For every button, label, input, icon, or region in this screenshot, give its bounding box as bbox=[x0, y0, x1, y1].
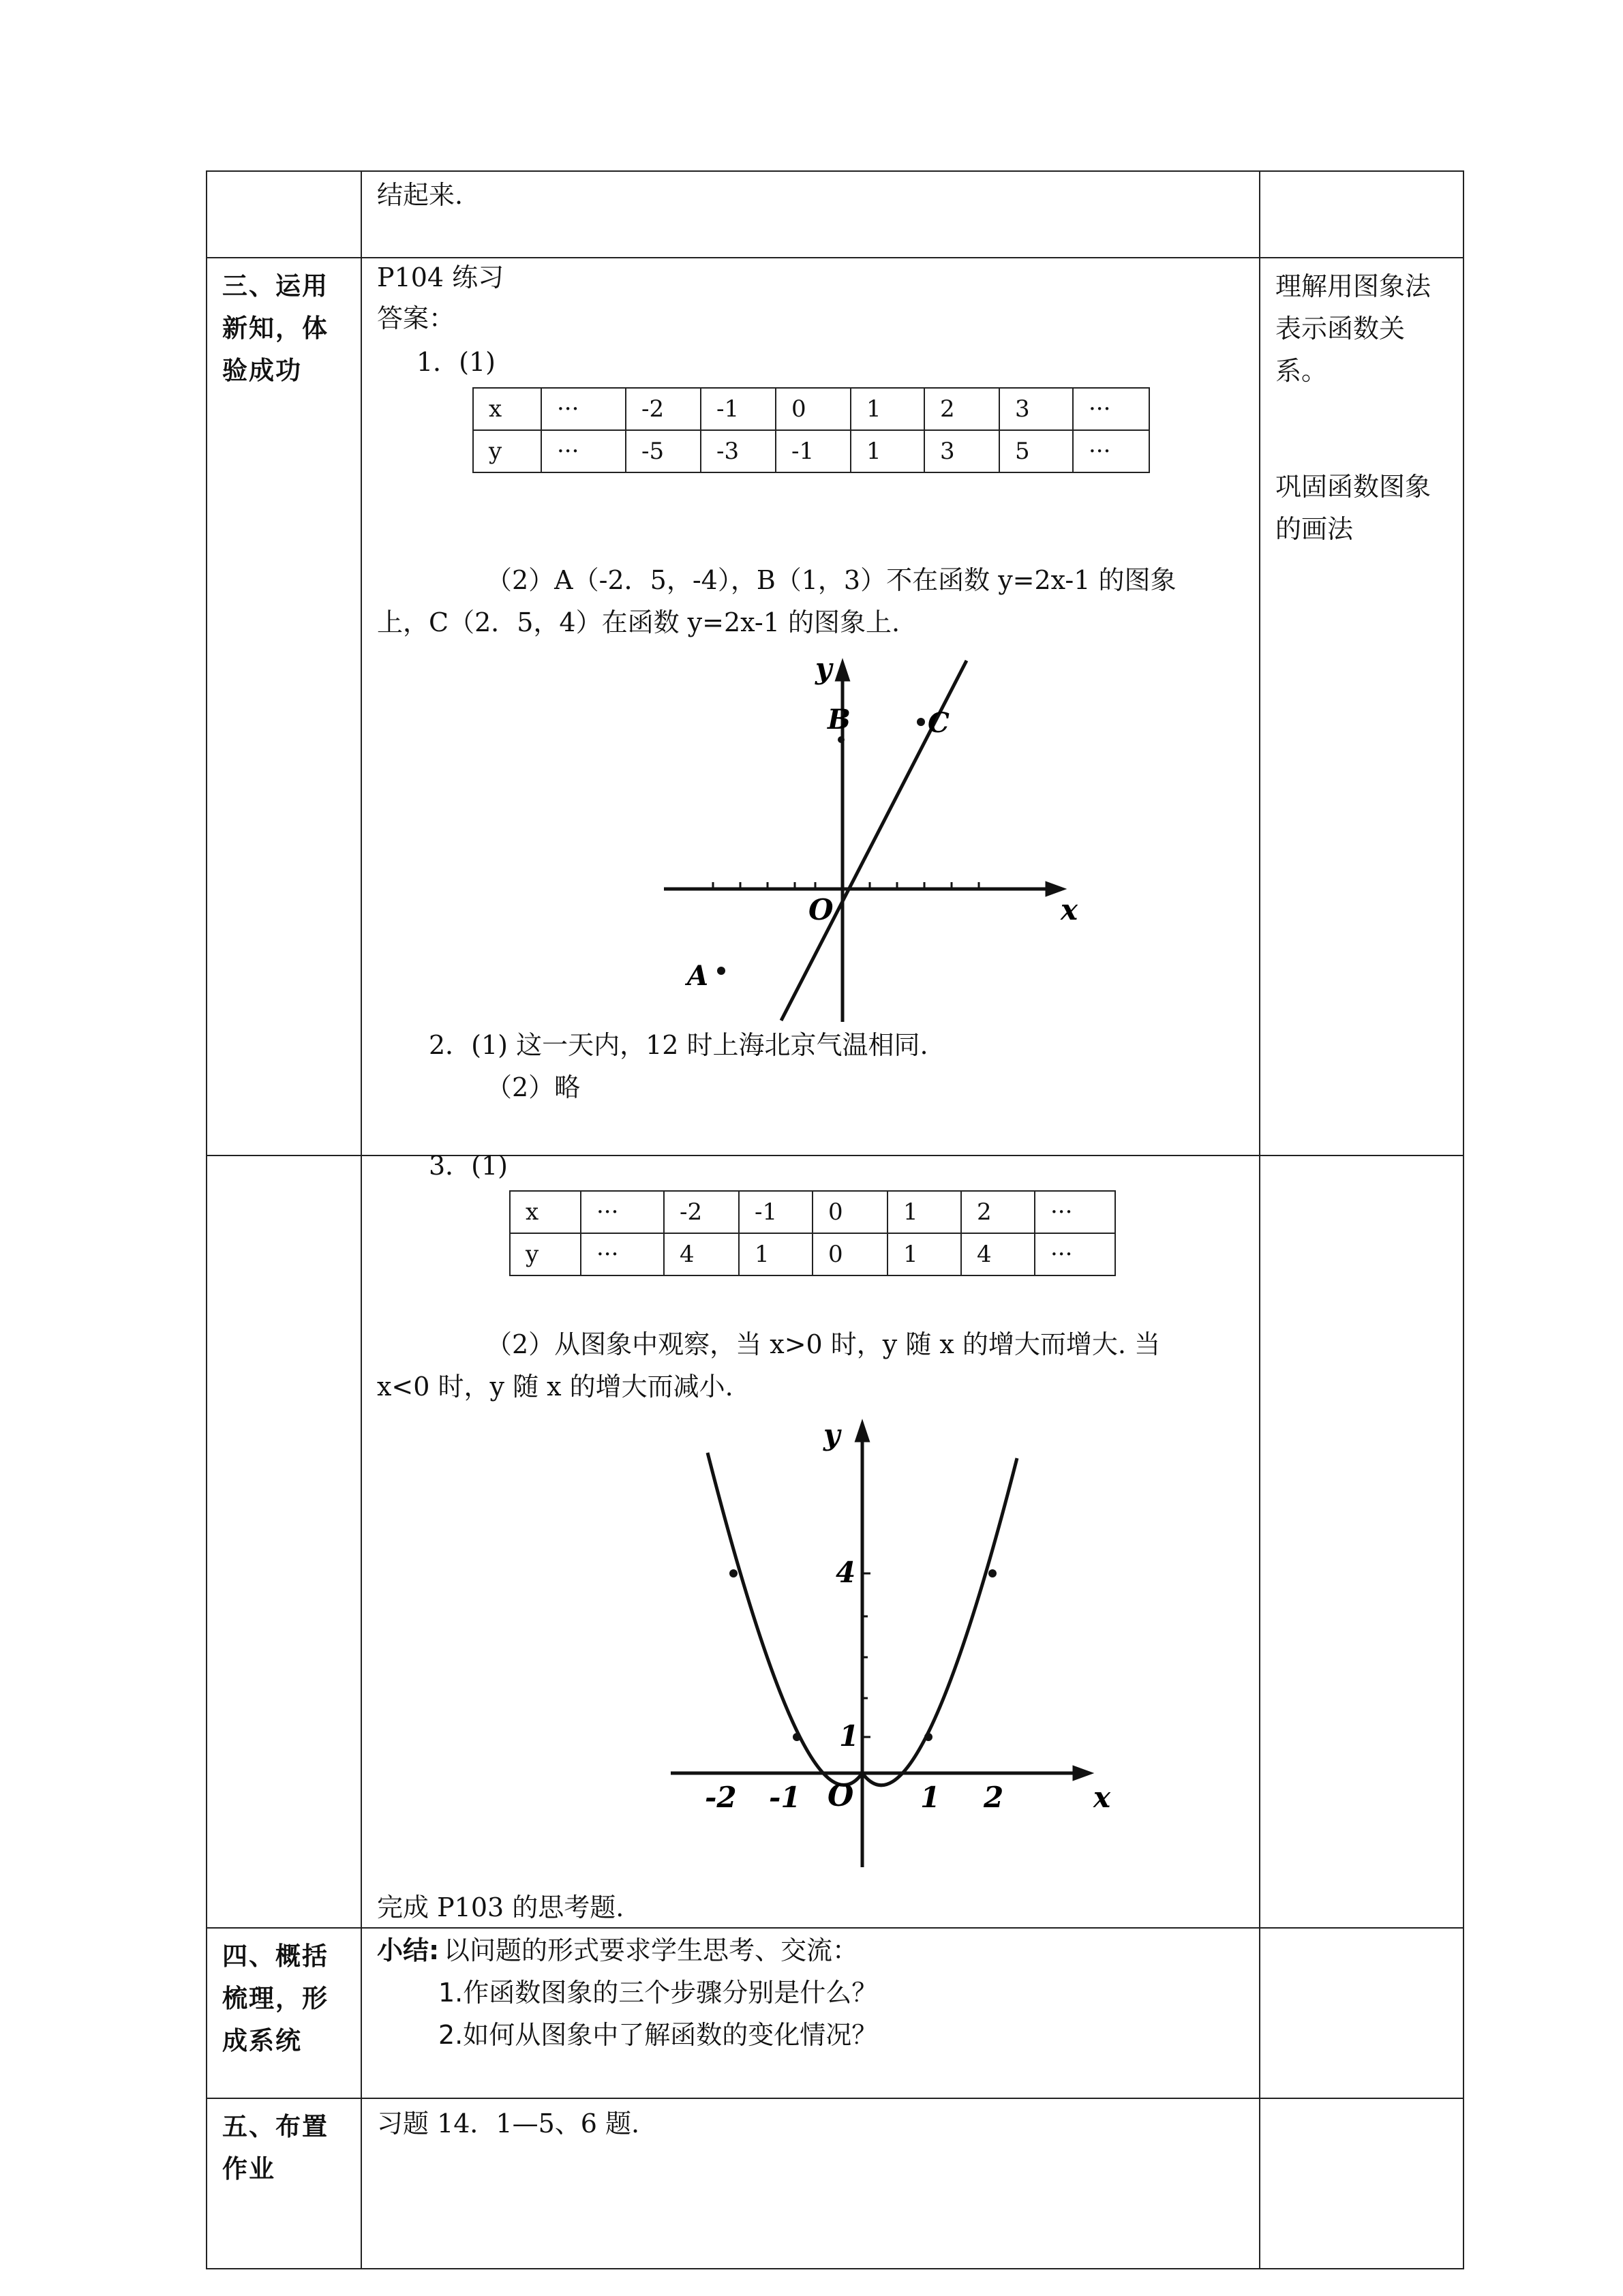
table-cell: ··· bbox=[1073, 430, 1149, 472]
x-tick-2: 2 bbox=[984, 1781, 1004, 1814]
origin-label: O bbox=[828, 1779, 854, 1813]
answer-label: 答案： bbox=[377, 303, 455, 333]
question-1-label: 1．(1) bbox=[416, 347, 496, 377]
table-cell: 1 bbox=[851, 388, 924, 430]
table-cell: 2 bbox=[924, 388, 999, 430]
table-cell: 0 bbox=[813, 1191, 888, 1233]
table-cell: 1 bbox=[888, 1191, 961, 1233]
point-2 bbox=[988, 1569, 997, 1577]
table-cell: 0 bbox=[813, 1233, 888, 1275]
table-cell: -1 bbox=[701, 388, 776, 430]
x-axis-arrow bbox=[1047, 883, 1062, 894]
point-b bbox=[838, 736, 845, 743]
question-2-part1: 2．(1) 这一天内，12 时上海北京气温相同. bbox=[429, 1030, 928, 1060]
exercise-title: P104 练习 bbox=[377, 262, 504, 292]
y-axis-label: y bbox=[823, 1418, 840, 1451]
x-tick-neg1: -1 bbox=[769, 1781, 801, 1814]
question-3-label: 3．(1) bbox=[429, 1151, 509, 1181]
y-axis-arrow bbox=[837, 663, 848, 680]
table-cell: 0 bbox=[776, 388, 851, 430]
table-cell: ··· bbox=[1035, 1191, 1115, 1233]
table-cell: ··· bbox=[581, 1233, 664, 1275]
row-summary bbox=[207, 1928, 1463, 2098]
graph-linear bbox=[645, 647, 1108, 1029]
x-axis-label: x bbox=[1093, 1781, 1111, 1814]
note-cell-empty bbox=[1260, 2098, 1463, 2269]
stage-cell bbox=[207, 258, 361, 1155]
note-cell-empty bbox=[1260, 171, 1463, 258]
table-cell: ··· bbox=[1035, 1233, 1115, 1275]
table-cell: 5 bbox=[999, 430, 1073, 472]
table-row-x bbox=[510, 1191, 1115, 1233]
stage-cell bbox=[207, 2098, 361, 2269]
summary-item-2: 2.如何从图象中了解函数的变化情况？ bbox=[438, 2020, 878, 2050]
table-cell: 3 bbox=[924, 430, 999, 472]
point-1 bbox=[924, 1733, 932, 1741]
table-cell: 2 bbox=[961, 1191, 1035, 1233]
table-cell: 1 bbox=[888, 1233, 961, 1275]
table-cell: 3 bbox=[999, 388, 1073, 430]
table-cell: -3 bbox=[701, 430, 776, 472]
stage-cell-empty bbox=[207, 171, 361, 258]
y-tick-1: 1 bbox=[839, 1719, 860, 1753]
x-axis-label: x bbox=[1061, 893, 1078, 926]
table-row-x bbox=[473, 388, 1149, 430]
teaching-note-2: 巩固函数图象的画法 bbox=[1275, 472, 1431, 544]
note-cell-cont bbox=[1260, 1155, 1463, 1928]
table-cell: y bbox=[473, 430, 541, 472]
stage-label: 五、布置作业 bbox=[222, 2112, 329, 2184]
table-cell: ··· bbox=[541, 388, 626, 430]
note-cell bbox=[1260, 258, 1463, 1155]
table-cell: x bbox=[510, 1191, 581, 1233]
content-cell-cont bbox=[361, 1151, 1260, 1928]
q1-part2-line2: 上，C（2．5，4）在函数 y=2x-1 的图象上. bbox=[377, 607, 900, 637]
label-c: C bbox=[928, 707, 950, 739]
x-axis-arrow bbox=[1074, 1768, 1089, 1779]
table-cell: -1 bbox=[776, 430, 851, 472]
content-cell bbox=[361, 1928, 1260, 2098]
origin-label: O bbox=[808, 893, 834, 926]
stage-cell bbox=[207, 1928, 361, 2098]
content-cell bbox=[361, 2098, 1260, 2269]
table-cell: 1 bbox=[851, 430, 924, 472]
continued-text: 结起来. bbox=[377, 180, 464, 210]
parabola-right bbox=[862, 1458, 1017, 1785]
summary-label: 小结: bbox=[377, 1935, 440, 1965]
table-cell: ··· bbox=[581, 1191, 664, 1233]
table-cell: y bbox=[510, 1233, 581, 1275]
y-axis-arrow bbox=[857, 1424, 868, 1440]
table-cell: -2 bbox=[664, 1191, 739, 1233]
x-tick-1: 1 bbox=[920, 1781, 941, 1814]
y-axis-label: y bbox=[815, 652, 832, 685]
q1-part2-line1: （2）A（-2．5，-4），B（1，3）不在函数 y=2x-1 的图象 bbox=[486, 565, 1177, 595]
lesson-table bbox=[206, 170, 1464, 2269]
row-continued bbox=[207, 171, 1463, 258]
stage-label: 三、运用新知，体验成功 bbox=[222, 271, 329, 385]
row-apply bbox=[207, 258, 1463, 1155]
final-task: 完成 P103 的思考题. bbox=[377, 1892, 624, 1922]
label-b: B bbox=[828, 704, 851, 736]
row-apply-continued bbox=[207, 1155, 1463, 1928]
value-table-1 bbox=[472, 387, 1150, 473]
x-tick-neg2: -2 bbox=[705, 1781, 737, 1814]
label-a: A bbox=[687, 960, 709, 992]
content-cell bbox=[361, 258, 1260, 1155]
stage-label: 四、概括梳理，形成系统 bbox=[222, 1942, 329, 2055]
q3-part2-line1: （2）从图象中观察，当 x>0 时，y 随 x 的增大而增大. 当 bbox=[486, 1329, 1161, 1359]
table-cell: 4 bbox=[961, 1233, 1035, 1275]
table-row-y bbox=[473, 430, 1149, 472]
table-cell: ··· bbox=[1073, 388, 1149, 430]
summary-item-1: 1.作函数图象的三个步骤分别是什么？ bbox=[438, 1978, 878, 2008]
table-cell: -5 bbox=[626, 430, 701, 472]
q3-part2-line2: x<0 时，y 随 x 的增大而减小. bbox=[377, 1372, 733, 1402]
value-table-2 bbox=[509, 1190, 1116, 1276]
table-cell: 4 bbox=[664, 1233, 739, 1275]
point-a bbox=[717, 967, 725, 975]
table-cell: -1 bbox=[739, 1191, 813, 1233]
stage-cell-cont bbox=[207, 1155, 361, 1928]
graph-parabola bbox=[645, 1412, 1136, 1875]
point-neg2 bbox=[729, 1569, 738, 1577]
note-cell-empty bbox=[1260, 1928, 1463, 2098]
summary-text: 以问题的形式要求学生思考、交流： bbox=[444, 1935, 859, 1965]
content-cell bbox=[361, 171, 1260, 258]
row-homework bbox=[207, 2098, 1463, 2269]
table-cell: ··· bbox=[541, 430, 626, 472]
point-c bbox=[917, 718, 925, 726]
table-cell: 1 bbox=[739, 1233, 813, 1275]
table-cell: x bbox=[473, 388, 541, 430]
question-2-part2: （2）略 bbox=[486, 1072, 581, 1102]
teaching-note-1: 理解用图象法表示函数关系。 bbox=[1275, 271, 1431, 386]
table-row-y bbox=[510, 1233, 1115, 1275]
y-tick-4: 4 bbox=[836, 1556, 856, 1589]
homework-text: 习题 14．1—5、6 题. bbox=[377, 2109, 640, 2139]
point-neg1 bbox=[793, 1733, 801, 1741]
table-cell: -2 bbox=[626, 388, 701, 430]
